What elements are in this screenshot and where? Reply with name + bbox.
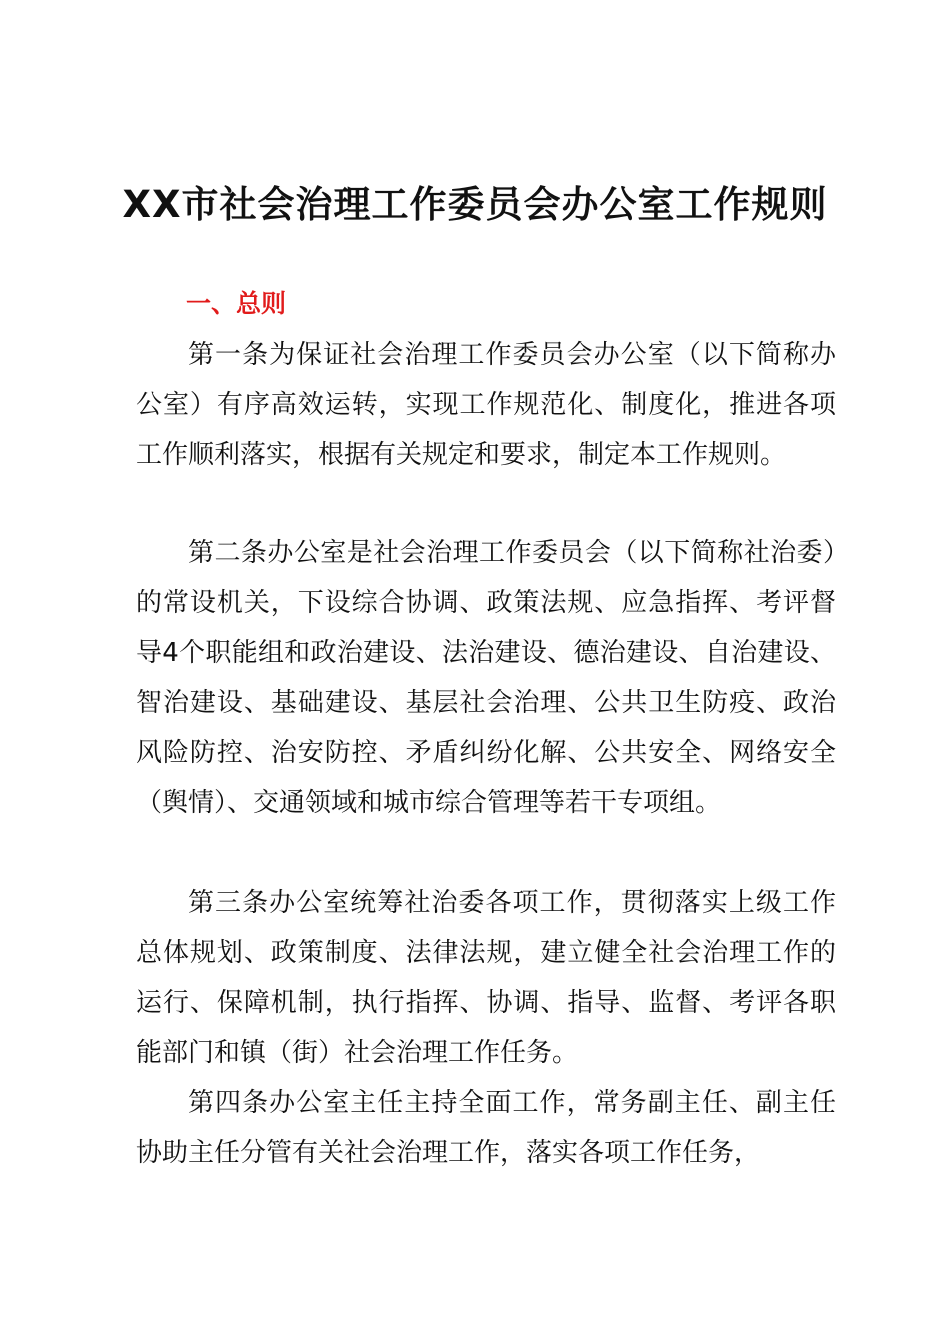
paragraph-article-4: 第四条办公室主任主持全面工作，常务副主任、副主任协助主任分管有关社会治理工作，落实各项工作任务， — [136, 1088, 836, 1168]
paragraph-article-1: 第一条为保证社会治理工作委员会办公室（以下简称办公室）有序高效运转，实现工作规范化、制度化，推进各项工作顺利落实，根据有关规定和要求，制定本工作规则。 — [136, 340, 836, 470]
document-title: XX市社会治理工作委员会办公室工作规则 — [122, 183, 828, 226]
paragraph-article-2: 第二条办公室是社会治理工作委员会（以下简称社治委）的常设机关，下设综合协调、政策法规、应急指挥、考评督导4个职能组和政治建设、法治建设、德治建设、自治建设、智治建设、基础建设、基层社会治理、公共卫生防疫、政治风险防控、治安防控、矛盾纠纷化解、公共安全、网络安全（舆情）、交通领域和城市综合管理等若干专项组。 — [136, 538, 836, 818]
paragraph-article-3: 第三条办公室统筹社治委各项工作，贯彻落实上级工作总体规划、政策制度、法律法规，建立健全社会治理工作的运行、保障机制，执行指挥、协调、指导、监督、考评各职能部门和镇（街）社会治理工作任务。 — [136, 888, 836, 1068]
section-heading: 一、总则 — [186, 289, 287, 318]
